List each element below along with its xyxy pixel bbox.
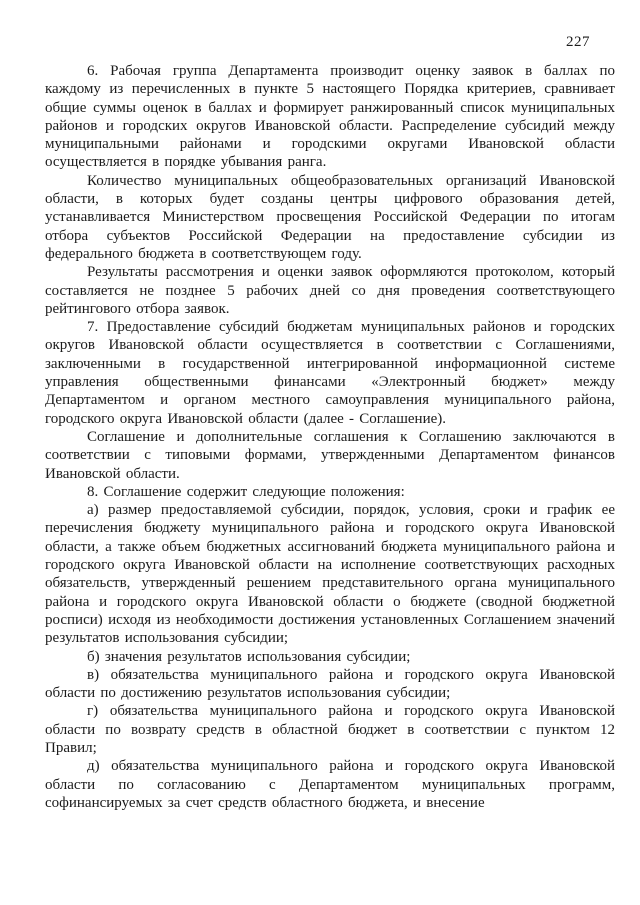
paragraph-review-results: Результаты рассмотрения и оценки заявок оформляются протоколом, который составляется не позднее 5 рабочих дней со дня проведения соответствующего рейтингового отбора заявок. <box>45 264 615 317</box>
document-body <box>45 62 615 812</box>
paragraph-item-g: г) обязательства муниципального района и городского округа Ивановской области по возврату средств в областной бюджет в соответствии с пунктом 12 Правил; <box>45 703 615 756</box>
paragraph-agreement-forms: Соглашение и дополнительные соглашения к Соглашению заключаются в соответствии с типовыми формами, утвержденными Департаментом финансов Ивановской области. <box>45 428 615 482</box>
page-number: 227 <box>566 34 590 50</box>
paragraph-7-subsidies: 7. Предоставление субсидий бюджетам муниципальных районов и городских округов Ивановской области осуществляется в соответствии с Соглашениями, заключенными в государственной интегрированной информационной системе управления общественными финансами «Электронный бюджет» между Департаментом и органом местного самоуправления муниципального района, городского округа Ивановской области (далее - Соглашение). <box>45 319 615 427</box>
paragraph-6-intro: 6. Рабочая группа Департамента производит оценку заявок в баллах по каждому из перечисленных в пункте 5 настоящего Порядка критериев, сравнивает общие суммы оценок в баллах и формирует ранжированный список муниципальных районов и городских округов Ивановской области. Распределение субсидий между муниципальными районами и городскими округами Ивановской области осуществляется в порядке убывания ранга. <box>45 63 615 171</box>
paragraph-item-d: д) обязательства муниципального района и городского округа Ивановской области по согласованию с Департаментом муниципальных программ, софинансируемых за счет средств областного бюджета, и внесение <box>45 758 615 811</box>
paragraph-item-b: б) значения результатов использования субсидии; <box>87 648 411 665</box>
paragraph-item-a: а) размер предоставляемой субсидии, порядок, условия, сроки и график ее перечисления бюджету муниципального района и городского округа Ивановской области, а также объем бюджетных ассигнований бюджета муниципального района и городского округа Ивановской области на исполнение соответствующих расходных обязательств, утвержденный решением представительного органа муниципального района и городского округа Ивановской области о бюджете (сводной бюджетной росписи) исходя из необходимости достижения установленных Соглашением значений результатов использования субсидии; <box>45 502 615 647</box>
paragraph-8-heading: 8. Соглашение содержит следующие положения: <box>87 483 405 500</box>
paragraph-org-count: Количество муниципальных общеобразовательных организаций Ивановской области, в которых будет созданы центры цифрового образования детей, устанавливается Министерством просвещения Российской Федерации по итогам отбора субъектов Российской Федерации на предоставление субсидии из федерального бюджета в соответствующем году. <box>45 172 615 262</box>
paragraph-item-v: в) обязательства муниципального района и городского округа Ивановской области по достижению результатов использования субсидии; <box>45 666 615 702</box>
